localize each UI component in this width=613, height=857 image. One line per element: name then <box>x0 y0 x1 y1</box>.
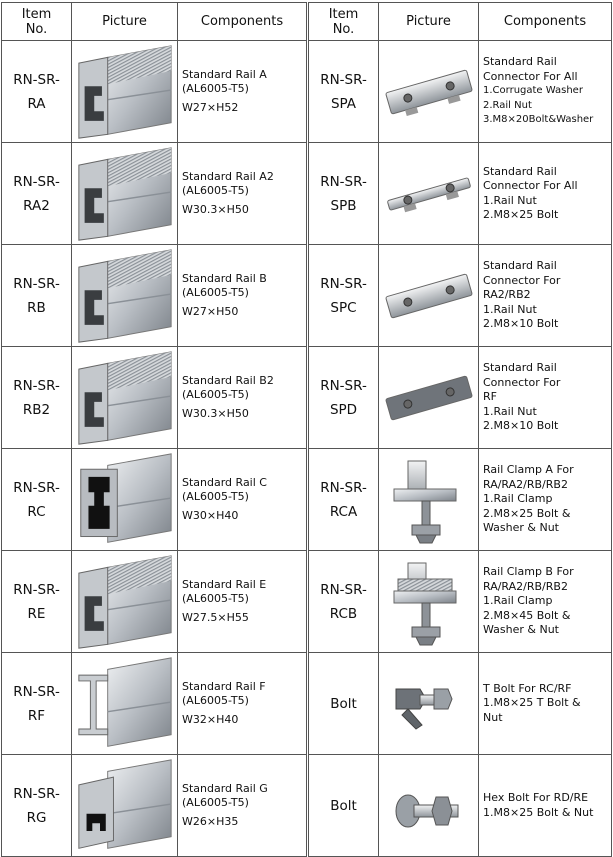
component-line: Standard Rail B <box>182 271 267 285</box>
product-picture <box>72 143 178 245</box>
component-line: RA/RA2/RB/RB2 <box>483 477 568 491</box>
product-picture <box>379 449 479 551</box>
hex-bolt-icon <box>379 761 478 851</box>
product-picture <box>379 653 479 755</box>
product-picture <box>379 143 479 245</box>
component-line: Standard Rail <box>483 164 557 178</box>
t-bolt-icon <box>379 659 478 749</box>
item-number: RN-SR- SPA <box>309 41 379 143</box>
components-cell <box>479 755 612 857</box>
rail-ra2-icon <box>72 144 177 244</box>
product-picture <box>379 245 479 347</box>
components-cell <box>178 551 307 653</box>
table-row <box>2 347 307 449</box>
component-line: 2.M8×25 Bolt <box>483 208 559 221</box>
component-line: 2.M8×10 Bolt <box>483 419 559 433</box>
component-line: 1.Rail Clamp <box>483 594 553 608</box>
component-line: (AL6005-T5) <box>182 82 249 96</box>
table-row <box>2 755 307 857</box>
rail-rf-icon <box>72 654 177 754</box>
component-line: Connector For All <box>483 69 578 83</box>
components-cell <box>178 653 307 755</box>
component-line: Rail Clamp B For <box>483 565 574 579</box>
header-picture: Picture <box>379 3 479 41</box>
component-line: Standard Rail B2 <box>182 373 274 387</box>
product-picture <box>72 653 178 755</box>
product-picture <box>379 551 479 653</box>
table-row <box>309 143 612 245</box>
component-line: W30.3×H50 <box>182 406 249 420</box>
header-components: Components <box>479 3 612 41</box>
header-components: Components <box>178 3 307 41</box>
components-cell <box>178 143 307 245</box>
table-row <box>2 449 307 551</box>
product-picture <box>72 41 178 143</box>
component-line: (AL6005-T5) <box>182 694 249 708</box>
component-line: Standard Rail <box>483 55 557 69</box>
component-line: 1.Corrugate Washer <box>483 85 583 97</box>
table-row <box>309 755 612 857</box>
component-line: Standard Rail F <box>182 679 266 693</box>
component-line: Standard Rail <box>483 361 557 375</box>
component-line: Standard Rail A <box>182 67 267 81</box>
components-cell <box>178 245 307 347</box>
components-cell <box>479 143 612 245</box>
table-row <box>2 143 307 245</box>
table-row <box>2 41 307 143</box>
item-number: Bolt <box>309 653 379 755</box>
header-row <box>309 3 612 41</box>
component-line: W27×H52 <box>182 100 239 114</box>
components-cell <box>479 347 612 449</box>
item-number: RN-SR- RCB <box>309 551 379 653</box>
product-picture <box>72 449 178 551</box>
connector-spc-icon <box>379 251 478 341</box>
table-row <box>2 551 307 653</box>
product-picture <box>72 755 178 857</box>
item-number: RN-SR- SPC <box>309 245 379 347</box>
component-line: 1.Rail Nut <box>483 302 537 316</box>
components-cell <box>479 449 612 551</box>
component-line: Rail Clamp A For <box>483 463 574 477</box>
component-line: Washer & Nut <box>483 623 559 637</box>
component-line: Connector For <box>483 375 561 389</box>
component-line: W32×H40 <box>182 712 239 726</box>
item-number: RN-SR- RC <box>2 449 72 551</box>
component-line: W30.3×H50 <box>182 202 249 216</box>
item-number: RN-SR- RA2 <box>2 143 72 245</box>
components-cell <box>178 755 307 857</box>
left-product-table <box>1 2 307 857</box>
component-line: T Bolt For RC/RF <box>483 681 572 695</box>
component-line: Standard Rail A2 <box>182 169 274 183</box>
component-line: 1.Rail Clamp <box>483 492 553 506</box>
product-picture <box>72 347 178 449</box>
component-line: Standard Rail E <box>182 577 267 591</box>
product-picture <box>379 347 479 449</box>
component-line: (AL6005-T5) <box>182 490 249 504</box>
right-product-table <box>308 2 612 857</box>
component-line: W26×H35 <box>182 814 239 828</box>
item-number: RN-SR- RE <box>2 551 72 653</box>
components-cell <box>479 653 612 755</box>
table-row <box>2 245 307 347</box>
table-row <box>309 551 612 653</box>
component-line: 1.Rail Nut <box>483 404 537 418</box>
component-line: 2.M8×25 Bolt & <box>483 506 571 520</box>
table-row <box>2 653 307 755</box>
item-number: RN-SR- SPB <box>309 143 379 245</box>
rail-rg-icon <box>72 756 177 856</box>
component-line: 3.M8×20Bolt&Washer <box>483 114 594 126</box>
components-cell <box>178 41 307 143</box>
item-number: RN-SR- RG <box>2 755 72 857</box>
component-line: Nut <box>483 710 503 724</box>
item-number: RN-SR- RB2 <box>2 347 72 449</box>
components-cell <box>479 245 612 347</box>
component-line: (AL6005-T5) <box>182 184 249 198</box>
header-item-no: Item No. <box>309 3 379 41</box>
connector-spb-icon <box>379 149 478 239</box>
component-line: 1.M8×25 Bolt & Nut <box>483 805 594 819</box>
header-row <box>2 3 307 41</box>
header-item-no: Item No. <box>2 3 72 41</box>
rail-re-icon <box>72 552 177 652</box>
item-number: RN-SR- RA <box>2 41 72 143</box>
product-picture <box>379 41 479 143</box>
table-row <box>309 347 612 449</box>
component-line: RA2/RB2 <box>483 288 531 302</box>
item-number: RN-SR- SPD <box>309 347 379 449</box>
table-row <box>309 653 612 755</box>
component-line: (AL6005-T5) <box>182 286 249 300</box>
clamp-b-icon <box>379 553 478 651</box>
product-picture <box>72 551 178 653</box>
item-number: Bolt <box>309 755 379 857</box>
rail-rb-icon <box>72 246 177 346</box>
component-line: Standard Rail G <box>182 781 268 795</box>
component-line: (AL6005-T5) <box>182 592 249 606</box>
rail-rc-icon <box>72 450 177 550</box>
component-line: RF <box>483 390 497 404</box>
component-line: W30×H40 <box>182 508 239 522</box>
item-number: RN-SR- RCA <box>309 449 379 551</box>
connector-spd-icon <box>379 353 478 443</box>
component-line: Connector For All <box>483 179 578 192</box>
component-line: 2.Rail Nut <box>483 99 532 111</box>
component-line: W27×H50 <box>182 304 239 318</box>
components-cell <box>178 449 307 551</box>
rail-rb2-icon <box>72 348 177 448</box>
component-line: Standard Rail <box>483 259 557 273</box>
table-row <box>309 245 612 347</box>
component-line: 1.Rail Nut <box>483 193 537 207</box>
clamp-a-icon <box>379 451 478 549</box>
component-line: W27.5×H55 <box>182 610 249 624</box>
components-cell <box>178 347 307 449</box>
component-line: 2.M8×45 Bolt & <box>483 608 571 622</box>
table-row <box>309 41 612 143</box>
component-line: Standard Rail C <box>182 475 267 489</box>
component-line: 1.M8×25 T Bolt & <box>483 696 581 710</box>
product-picture <box>379 755 479 857</box>
component-line: Connector For <box>483 273 561 287</box>
component-line: (AL6005-T5) <box>182 388 249 402</box>
component-line: (AL6005-T5) <box>182 796 249 810</box>
component-line: Hex Bolt For RD/RE <box>483 791 589 804</box>
components-cell <box>479 41 612 143</box>
product-picture <box>72 245 178 347</box>
item-number: RN-SR- RB <box>2 245 72 347</box>
item-number: RN-SR- RF <box>2 653 72 755</box>
components-cell <box>479 551 612 653</box>
component-line: 2.M8×10 Bolt <box>483 317 559 331</box>
connector-spa-icon <box>379 47 478 137</box>
table-row <box>309 449 612 551</box>
component-line: Washer & Nut <box>483 521 559 535</box>
header-picture: Picture <box>72 3 178 41</box>
component-line: RA/RA2/RB/RB2 <box>483 579 568 593</box>
rail-ra-icon <box>72 42 177 142</box>
